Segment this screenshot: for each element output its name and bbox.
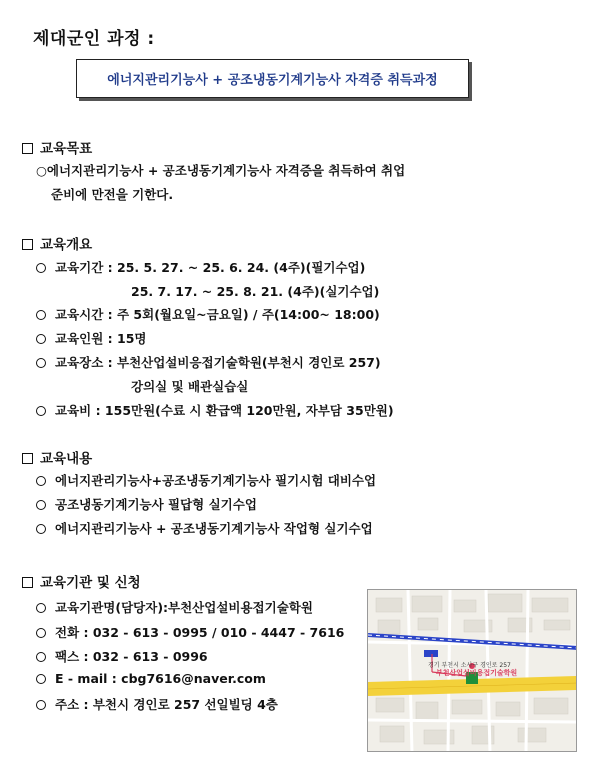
overview-people: 교육인원 : 15명 (36, 329, 146, 347)
overview-place-line2: 강의실 및 배관실습실 (131, 379, 249, 394)
section-overview-heading: 교육개요 (22, 233, 92, 253)
circle-bullet-icon (36, 334, 46, 344)
course-title-box (76, 59, 469, 98)
section-content-heading: 교육내용 (22, 447, 92, 467)
section-institution-heading: 교육기관 및 신청 (22, 571, 141, 591)
checkbox-square-icon (22, 143, 33, 154)
map-address-label: 경기 부천시 소사구 경인로 257 (428, 662, 511, 669)
institution-phone: 전화 : 032 - 613 - 0995 / 010 - 4447 - 7616 (36, 623, 344, 641)
circle-bullet-icon (36, 524, 46, 534)
goal-line-2: 준비에 만전을 기한다. (51, 187, 174, 202)
circle-bullet-icon (36, 603, 46, 613)
circle-bullet-icon (36, 310, 46, 320)
content-item: 에너지관리기능사 + 공조냉동기계기능사 작업형 실기수업 (36, 519, 373, 537)
circle-bullet-icon (36, 652, 46, 662)
section-goal-heading: 교육목표 (22, 137, 92, 157)
institution-address: 주소 : 부천시 경인로 257 선일빌딩 4층 (36, 695, 278, 713)
goal-line-1: ○에너지관리기능사 + 공조냉동기계기능사 자격증을 취득하여 취업 (36, 163, 406, 178)
institution-fax: 팩스 : 032 - 613 - 0996 (36, 647, 208, 665)
content-item: 공조냉동기계기능사 필답형 실기수업 (36, 495, 257, 513)
overview-fee: 교육비 : 155만원(수료 시 환급액 120만원, 자부담 35만원) (36, 401, 394, 419)
overview-period-line2: 25. 7. 17. ~ 25. 8. 21. (4주)(실기수업) (131, 284, 380, 299)
overview-period: 교육기간 : 25. 5. 27. ~ 25. 6. 24. (4주)(필기수업) (36, 258, 365, 276)
location-map[interactable] (367, 589, 577, 752)
circle-bullet-icon (36, 358, 46, 368)
institution-email: E - mail : cbg7616@naver.com (36, 671, 266, 686)
circle-bullet-icon (36, 476, 46, 486)
circle-bullet-icon (36, 500, 46, 510)
page-title: 제대군인 과정 : (33, 29, 155, 49)
course-title: 에너지관리기능사 + 공조냉동기계기능사 자격증 취득과정 (107, 73, 438, 88)
circle-bullet-icon (36, 628, 46, 638)
circle-bullet-icon (36, 674, 46, 684)
circle-bullet-icon (36, 700, 46, 710)
content-item: 에너지관리기능사+공조냉동기계기능사 필기시험 대비수업 (36, 471, 376, 489)
checkbox-square-icon (22, 577, 33, 588)
checkbox-square-icon (22, 239, 33, 250)
overview-time: 교육시간 : 주 5회(월요일~금요일) / 주(14:00~ 18:00) (36, 305, 380, 323)
circle-bullet-icon (36, 263, 46, 273)
overview-place: 교육장소 : 부천산업설비응접기술학원(부천시 경인로 257) (36, 353, 381, 371)
map-marker-label: 부천산업설비용접기술학원 (436, 669, 518, 677)
circle-bullet-icon (36, 406, 46, 416)
checkbox-square-icon (22, 453, 33, 464)
institution-name: 교육기관명(담당자):부천산업설비용접기술학원 (36, 598, 313, 616)
